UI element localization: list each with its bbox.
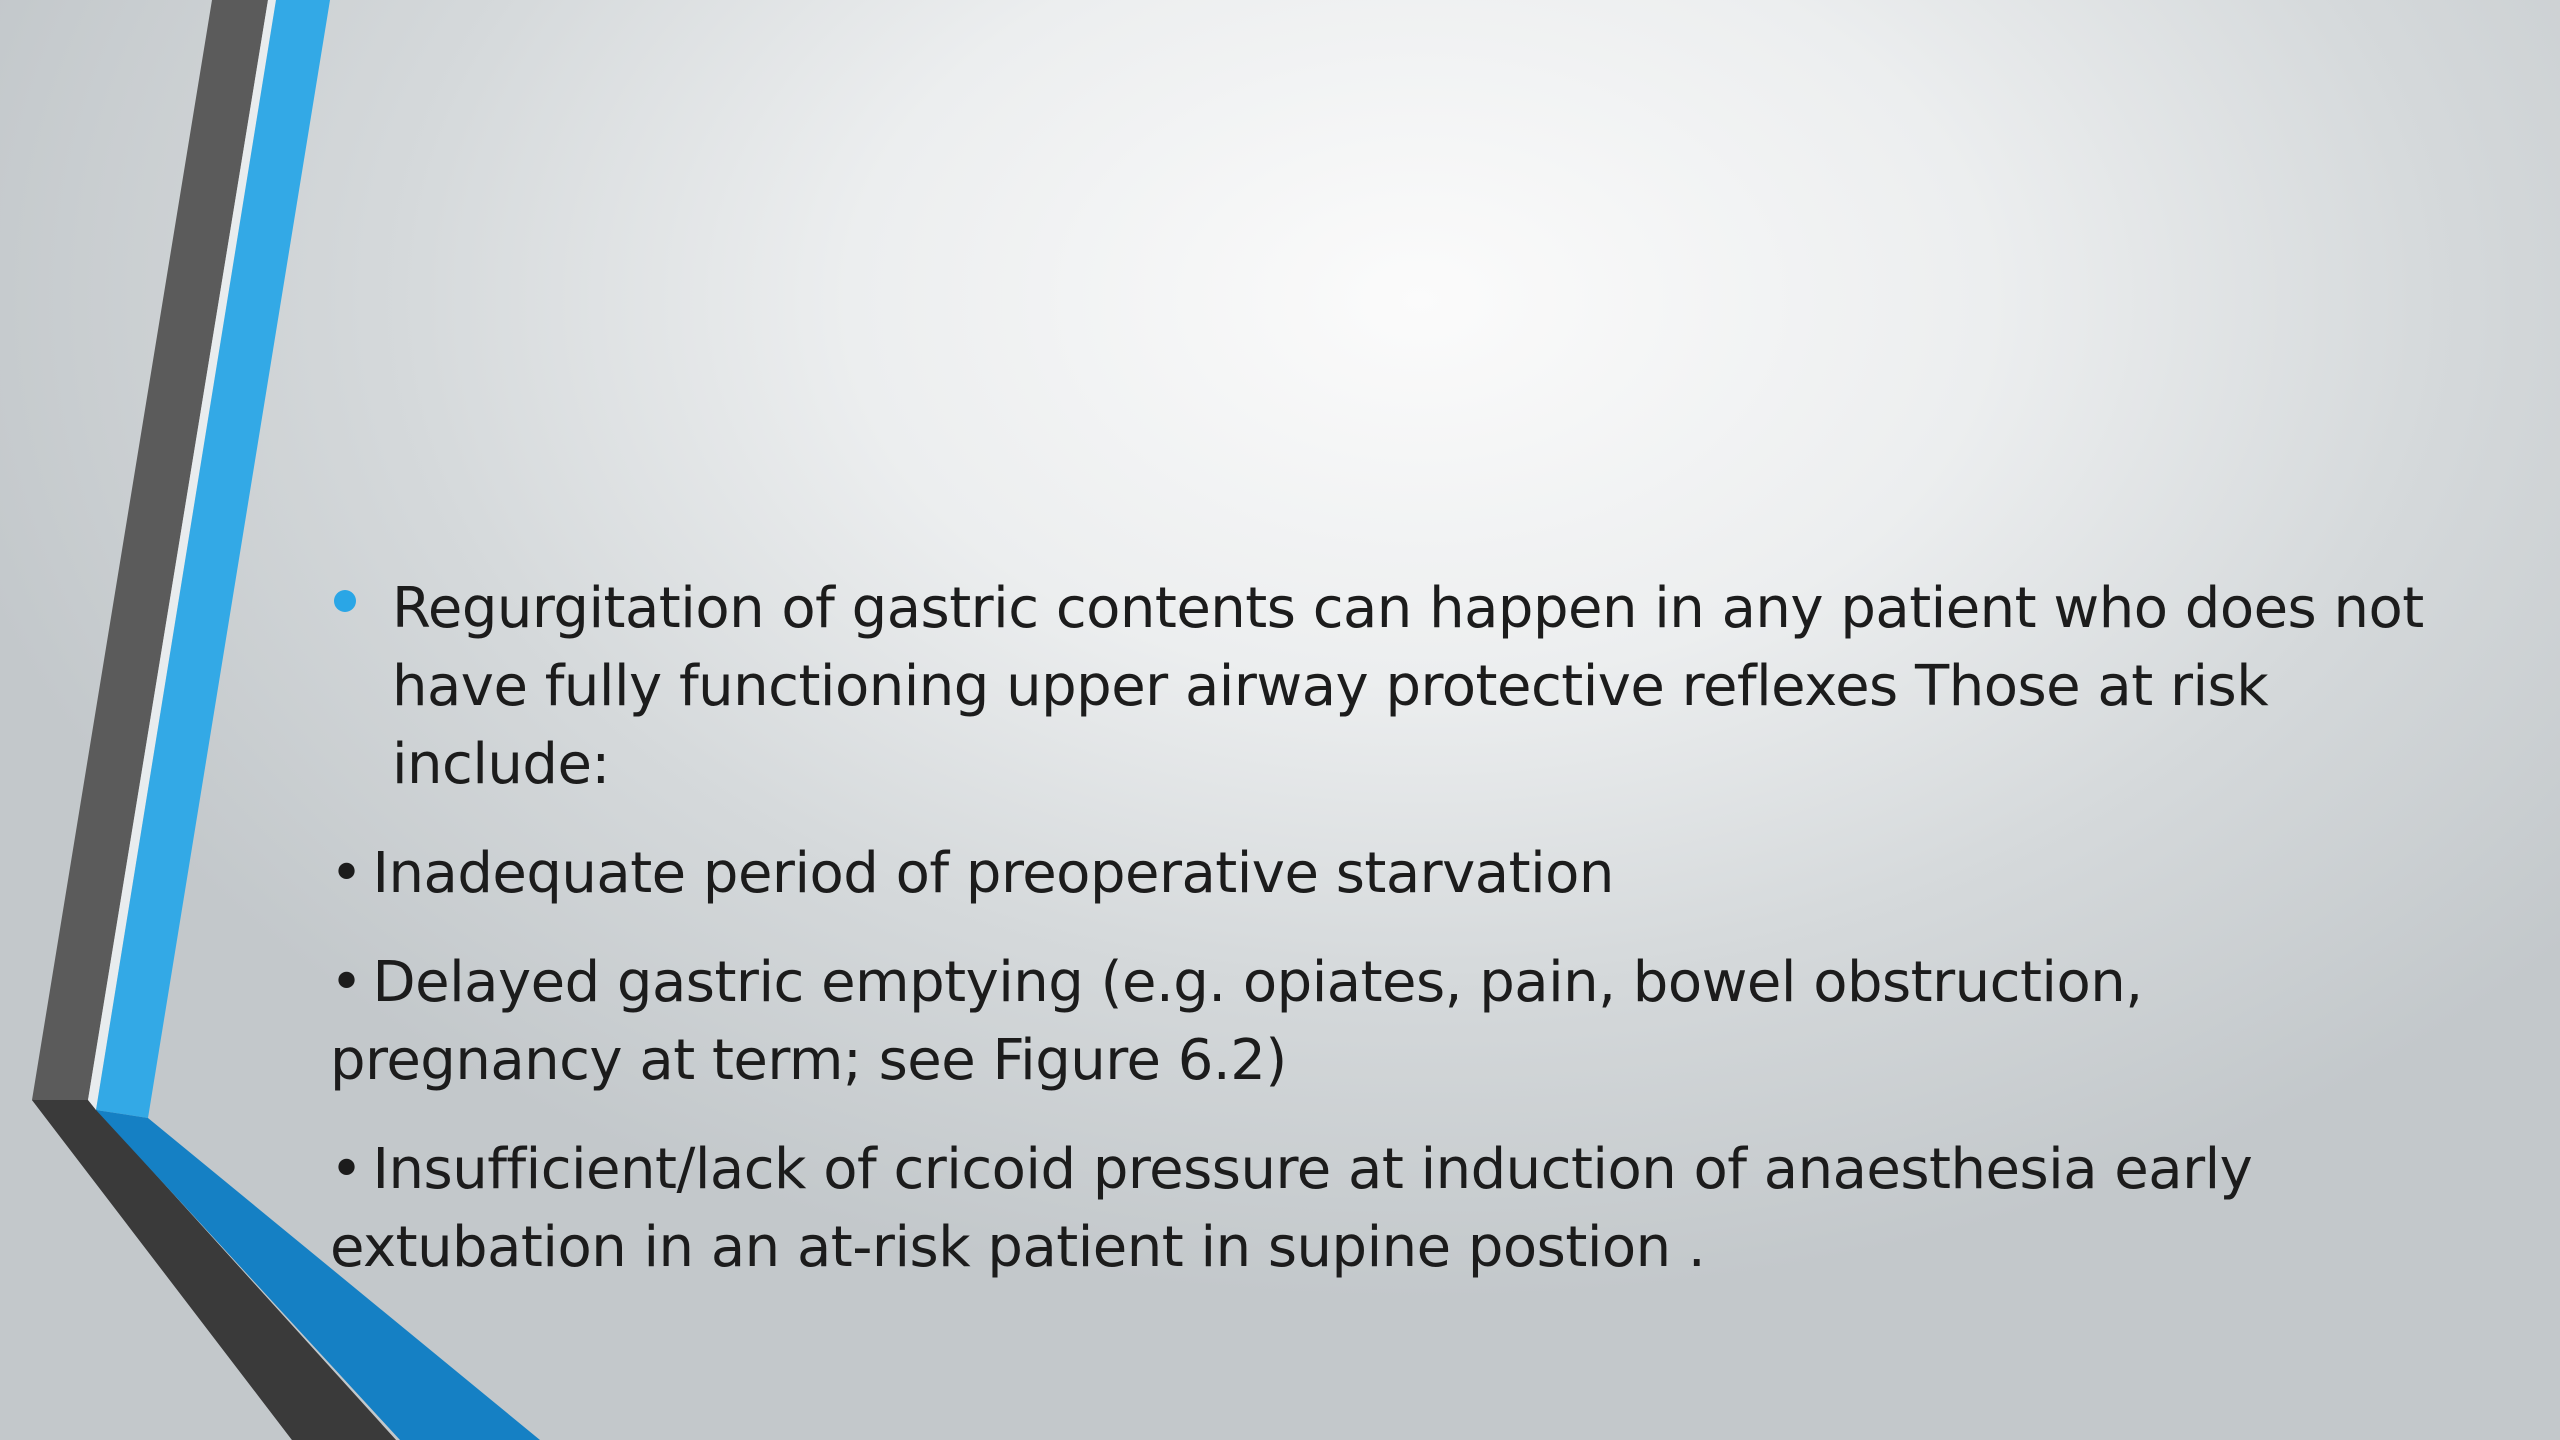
bullet-text: Regurgitation of gastric contents can happen in any patient who does not have fully functioning upper airway protective reflexes Those at risk include:: [392, 576, 2424, 797]
bullet-text: Inadequate period of preoperative starvation: [372, 841, 1614, 906]
bullet-item-cricoid-pressure: [330, 1131, 2430, 1287]
bullet-text: Delayed gastric emptying (e.g. opiates, pain, bowel obstruction, pregnancy at term; see Figure 6.2): [330, 950, 2143, 1093]
bullet-text: Insufficient/lack of cricoid pressure at induction of anaesthesia early extubation in an at-risk patient in supine postion .: [330, 1137, 2253, 1280]
bullet-marker: •: [330, 841, 363, 906]
light-gap-line: [88, 0, 276, 1110]
bullet-item-starvation: [330, 835, 2430, 913]
bullet-list: [330, 570, 2430, 1318]
bullet-marker: •: [330, 950, 363, 1015]
bullet-dot-icon: [334, 590, 356, 612]
bullet-marker: •: [330, 1137, 363, 1202]
bullet-item-main: [330, 570, 2430, 804]
bullet-item-gastric-emptying: [330, 944, 2430, 1100]
